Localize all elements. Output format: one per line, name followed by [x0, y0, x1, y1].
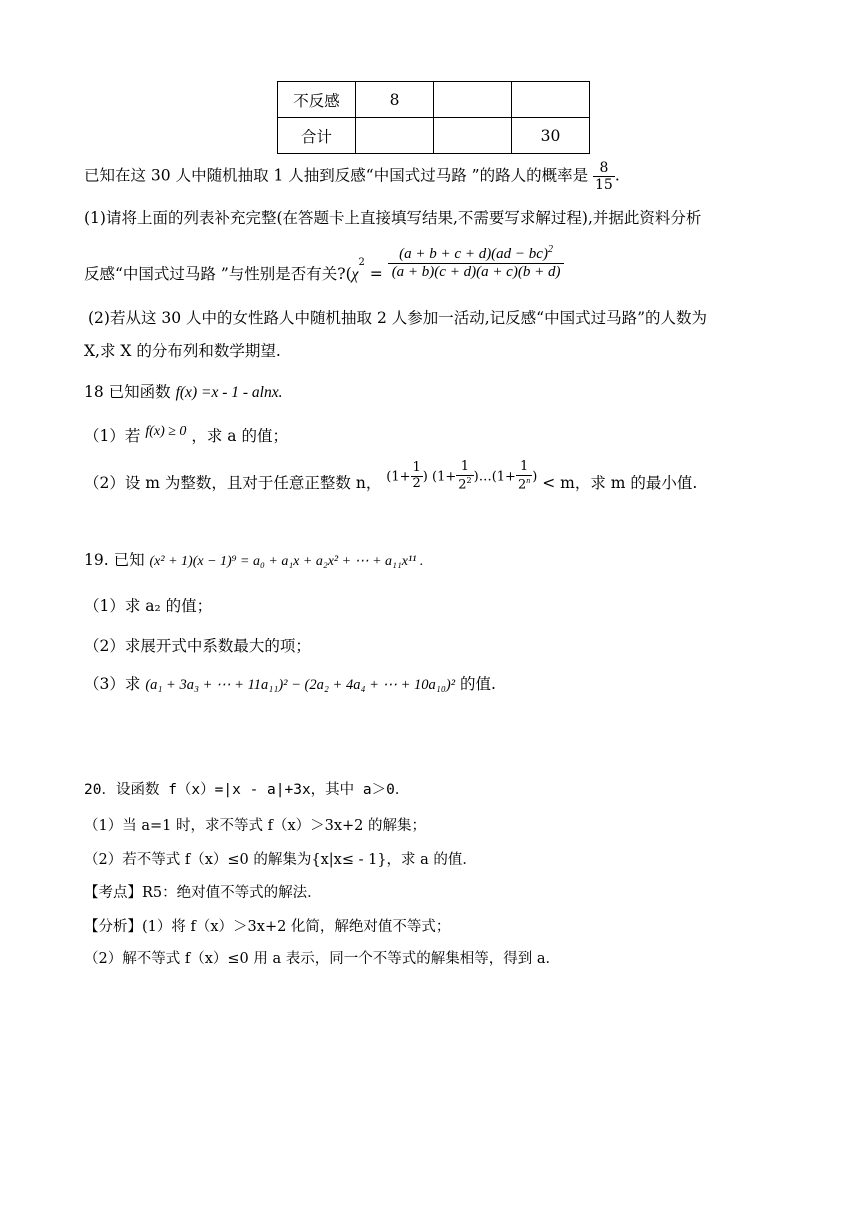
q19-part2: （2）求展开式中系数最大的项； — [84, 637, 311, 655]
q18-part1-end: ，求 a 的值； — [191, 427, 288, 445]
table-cell — [434, 82, 512, 118]
q19-head — [84, 548, 423, 570]
q18-part1-label: （1）若 — [84, 427, 141, 445]
table-row — [278, 118, 590, 154]
fraction-numerator: 8 — [593, 160, 615, 177]
table-cell — [434, 118, 512, 154]
q17-part1-line1: (1)请将上面的列表补充完整(在答题卡上直接填写结果,不需要写求解过程),并据此资料分析 — [84, 209, 702, 227]
q19-equation: (x² + 1)(x − 1)⁹ = a₀ + a₁x + a₂x² + ⋯ + a₁₁x¹¹ . — [149, 554, 424, 569]
q18-condition: f(x) ≥ 0 — [145, 424, 187, 439]
table-cell: 8 — [356, 82, 434, 118]
q20-part2: （2）若不等式 f（x）≤0 的解集为{x|x≤ - 1}，求 a 的值． — [84, 852, 477, 868]
q18-part2: （2）设 m 为整数，且对于任意正整数 n， (1+ $\frac{1}{2}$ ) (1+ $\frac{1}{2^2}$ )…(1+ $\frac{1}{2^n}$ ) < m，求 m 的最小值. — [84, 459, 698, 493]
q19-part1: （1）求 a₂ 的值； — [84, 597, 213, 615]
q17-text: 已知在这 30 人中随机抽取 1 人抽到反感“中国式过马路 ”的路人的概率是 — [84, 166, 589, 185]
q17-part1-text: 反感“中国式过马路 ”与性别是否有关?( — [84, 264, 352, 283]
fraction-denominator: 15 — [595, 177, 613, 194]
q18-title: 18 已知函数 — [84, 383, 171, 401]
table-cell — [512, 82, 590, 118]
q19-part3-end: 的值. — [460, 675, 496, 693]
q17-part2-line2: X,求 X 的分布列和数学期望. — [84, 342, 281, 360]
q18-part2-label: （2）设 m 为整数，且对于任意正整数 n， — [84, 473, 382, 492]
table-cell — [356, 118, 434, 154]
q17-period: . — [614, 166, 620, 185]
q20-keypoint: 【考点】R5：绝对值不等式的解法． — [84, 885, 322, 901]
q17-line1 — [84, 160, 620, 193]
fraction-1-2sq: $\frac{1}{2^2}$ — [458, 459, 472, 493]
q20-part1: （1）当 a=1 时，求不等式 f（x）＞3x+2 的解集； — [84, 818, 427, 834]
q17-part2-line1: (2)若从这 30 人中的女性路人中随机抽取 2 人参加一活动,记反感“中国式过马路”的人数为 — [88, 309, 708, 327]
formula-denominator: (a + b)(c + d)(a + c)(b + d) — [391, 264, 561, 281]
chi-symbol: χ — [351, 265, 359, 283]
table-cell: 不反感 — [278, 82, 356, 118]
table-cell: 30 — [512, 118, 590, 154]
q19-title: 19. 已知 — [84, 551, 145, 569]
q18-part2-end: < m，求 m 的最小值. — [542, 473, 698, 492]
fraction-1-2n: $\frac{1}{2^n}$ — [517, 459, 531, 493]
formula-numerator: (a + b + c + d)(ad − bc) — [399, 246, 548, 262]
chi-square-formula: $\frac{(a + b + c + d)(ad - bc)^2}{(a + b)(c + d)(a + c)(b + d)}$ — [388, 244, 565, 282]
q19-part3-label: （3）求 — [84, 675, 141, 693]
table-row — [278, 82, 590, 118]
q19-part3 — [84, 672, 496, 694]
q18-part1 — [84, 424, 288, 446]
q18-head — [84, 380, 282, 402]
q17-part1-line2: 反感“中国式过马路 ”与性别是否有关$?(\chi^2$ = $\frac{(a + b + c + d)(ad - bc)^2}{(a + b)(c + d)(a + c)(b + d)}$ — [84, 244, 564, 282]
q20-analysis: 【分析】(1）将 f（x）＞3x+2 化简，解绝对值不等式； — [84, 919, 451, 935]
probability-fraction — [593, 160, 615, 193]
q20-analysis-2: （2）解不等式 f（x）≤0 用 a 表示，同一个不等式的解集相等，得到 a． — [84, 951, 560, 967]
q20-title: 20．设函数 f（x）=|x - a|+3x，其中 a＞0． — [84, 782, 410, 798]
contingency-table — [277, 81, 590, 154]
q19-part3-expression: (a₁ + 3a₃ + ⋯ + 11a₁₁)² − (2a₂ + 4a₄ + ⋯ + 10a₁₀)² — [145, 677, 456, 693]
table-cell: 合计 — [278, 118, 356, 154]
fraction-1-2: $\frac{1}{2}$ — [412, 460, 421, 492]
q18-function: f(x) =x - 1 - alnx. — [175, 384, 283, 401]
